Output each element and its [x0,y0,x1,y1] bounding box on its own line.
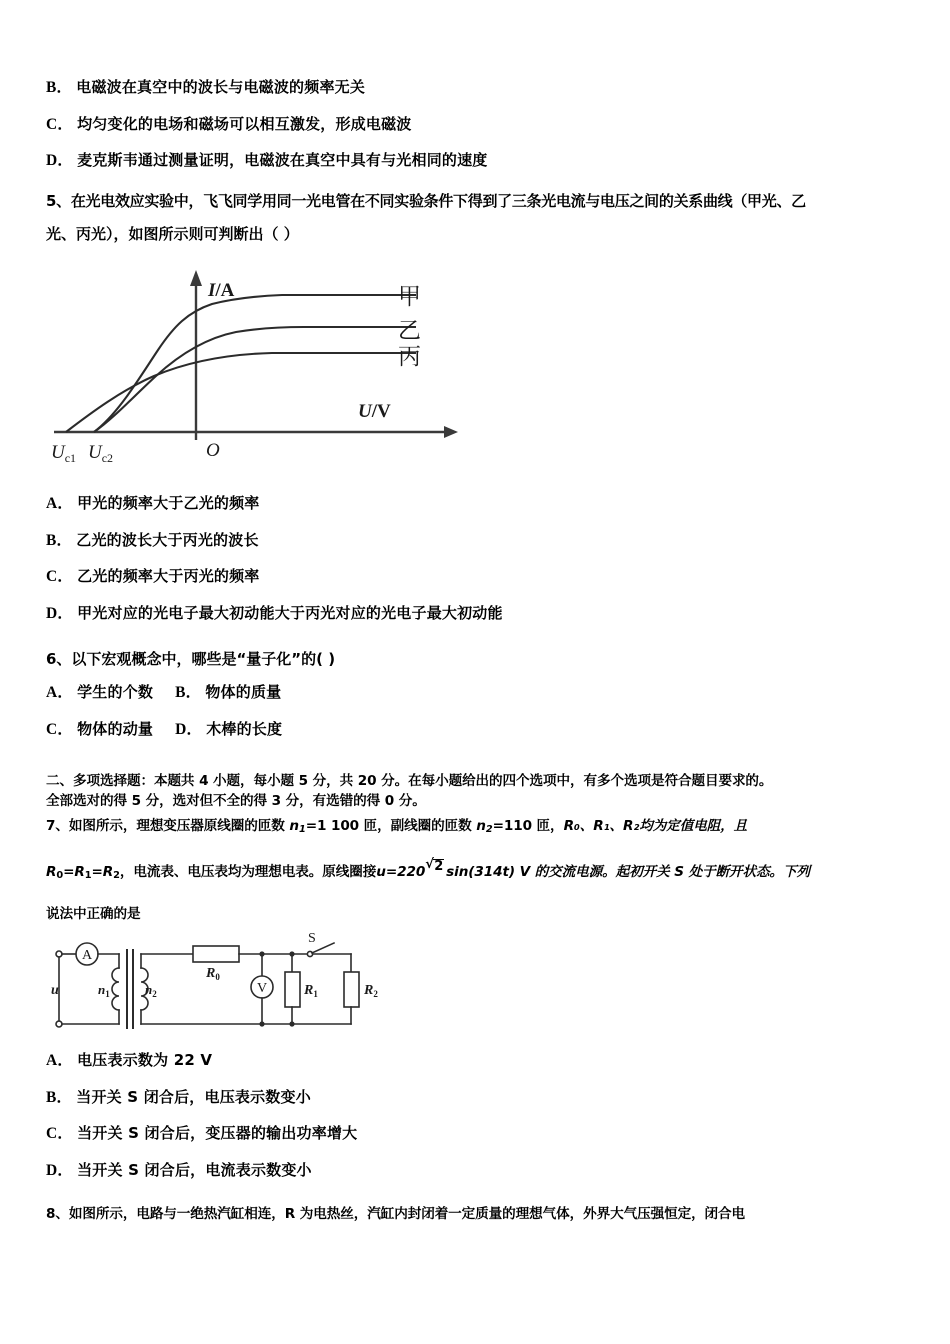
node-v-top [259,952,264,957]
terminal-bottom [56,1021,62,1027]
series-label-jia: 甲 [398,284,421,310]
q4-option-b-label: B． [46,79,73,96]
q5-option-c-text: 乙光的频率大于丙光的频率 [77,567,260,585]
q5-option-b [46,530,918,549]
q7-u-equation: u=220 [376,863,426,880]
q7-stem-line3: 说法中正确的是 [46,905,141,922]
series-label-yi: 乙 [398,318,421,344]
q6-option-b-label: B． [175,684,202,702]
primary-coil [112,968,119,1010]
resistor-r0-body [193,946,239,962]
q6-option-d-text: 木棒的长度 [206,719,283,738]
q7-option-d-label: D． [46,1161,74,1179]
q6-option-c-text: 物体的动量 [77,719,154,738]
q4-option-b [46,80,918,96]
q7-option-d-text: 当开关 S 闭合后，电流表示数变小 [77,1160,312,1179]
q7-option-b [46,1087,918,1106]
q4-option-d-label: D． [46,152,74,169]
label-n2: $n_2$ [145,982,157,1000]
resistor-r1-body [285,972,300,1007]
q6-option-c-label: C． [46,720,74,738]
label-voltmeter: V [257,981,268,997]
section2-line2: 全部选对的得 5 分，选对但不全的得 3 分，有选错的得 0 分。 [46,792,426,809]
q7-sin-part: sin(314t) V 的交流电源。起初开关 S 处于断开状态。下列 [446,863,811,880]
q5-option-d [46,603,918,622]
q5-option-c [46,569,918,585]
q5-option-a [46,496,918,512]
q7-option-c-label: C． [46,1125,74,1143]
q5-option-d-label: D． [46,604,74,622]
label-n1: $n_1$ [98,982,110,1000]
q4-option-d-text: 麦克斯韦通过测量证明，电磁波在真空中具有与光相同的速度 [77,151,488,169]
q5-stem-line2: 光、丙光），如图所示则可判断出（ ） [46,224,299,243]
q7-r0-symbol: R [46,863,57,880]
q6-option-b-text: 物体的质量 [205,683,282,702]
q6-option-d-label: D． [175,720,203,738]
q5-option-b-text: 乙光的波长大于丙光的波长 [76,530,259,549]
q7-r1-symbol: =R [63,863,85,880]
q7-stem-line1 [46,817,918,837]
q5-option-d-text: 甲光对应的光电子最大初动能大于丙光对应的光电子最大初动能 [77,603,503,622]
terminal-top [56,951,62,957]
y-axis-arrow [190,270,202,286]
tick-label-uc2: $U_{c2}$ [88,442,114,465]
node-r1-bottom [289,1022,294,1027]
label-ammeter: A [82,948,93,964]
q7-n1-value: =1 100 匝，副线圈的匝数 [305,817,477,834]
q7-r1-subscript: 1 [84,870,92,882]
sqrt-radical-icon [425,858,446,876]
q5-option-a-label: A． [46,495,74,512]
q4-option-d [46,153,918,169]
q6-options-row1 [46,685,918,701]
q7-option-d [46,1160,918,1179]
q5-option-b-label: B． [46,531,73,549]
q7-r2-subscript: 2 [113,870,120,882]
label-switch-s: S [308,932,316,947]
label-r1: $R_1$ [304,983,318,1000]
resistor-r2-body [344,972,359,1007]
q7-resistor-list: R₀、R₁、R₂均为定值电阻，且 [563,817,748,834]
q4-option-b-text: 电磁波在真空中的波长与电磁波的频率无关 [76,78,366,96]
q7-stem-part1: 7、如图所示，理想变压器原线圈的匝数 [46,817,290,834]
x-axis-label: U/V [358,401,391,422]
origin-label: O [206,440,220,461]
label-r0: $R_0$ [206,966,220,983]
sqrt-value: 2 [434,858,444,874]
q7-stem-line2 [46,858,918,883]
q4-option-c-label: C． [46,115,74,133]
q7-n2-value: =110 匝， [492,817,564,834]
q4-option-c [46,114,918,133]
q5-figure-photocurrent-graph [46,262,466,472]
q7-n1-subscript: 1 [298,823,306,835]
q5-stem-line1: 5、在光电效应实验中，飞飞同学用同一光电管在不同实验条件下得到了三条光电流与电压之间的关系曲线（甲光、乙 [46,191,806,210]
q7-figure-transformer-circuit [46,932,386,1037]
q6-option-a-text: 学生的个数 [77,683,154,702]
q7-n2-symbol: n [476,817,486,834]
q7-option-b-text: 当开关 S 闭合后，电压表示数变小 [76,1087,311,1106]
q7-option-b-label: B． [46,1088,73,1106]
q7-n2-subscript: 2 [485,823,493,835]
x-axis-arrow [444,426,458,438]
q7-n1-symbol: n [289,817,299,834]
q7-option-a-text: 电压表示数为 22 V [77,1051,213,1070]
section2-line1: 二、多项选择题：本题共 4 小题，每小题 5 分，共 20 分。在每小题给出的四个选项中，有多个选项是符合题目要求的。 [46,773,773,790]
q6-stem: 6、以下宏观概念中，哪些是“量子化”的( ) [46,650,336,668]
y-axis-label: I/A [208,280,235,301]
q7-meters-text: ，电流表、电压表均为理想电表。原线圈接 [119,863,377,880]
node-r1-top [289,952,294,957]
q7-r0-subscript: 0 [56,870,64,882]
series-label-bing: 丙 [398,344,421,370]
q5-option-a-text: 甲光的频率大于乙光的频率 [77,494,260,512]
q7-option-a-label: A． [46,1052,74,1070]
q6-options-row2 [46,719,918,738]
q6-option-a-label: A． [46,684,74,702]
photocurrent-chart-svg [46,262,466,472]
tick-label-uc1: $U_{c1}$ [51,442,77,465]
node-v-bottom [259,1022,264,1027]
page-content [46,80,918,1225]
circuit-diagram-svg [46,932,386,1037]
label-r2: $R_2$ [364,983,378,1000]
q5-option-c-label: C． [46,568,74,585]
switch-pivot [307,952,312,957]
q7-option-c-text: 当开关 S 闭合后，变压器的输出功率增大 [77,1124,358,1143]
q4-option-c-text: 均匀变化的电场和磁场可以相互激发，形成电磁波 [77,114,412,133]
label-source-u: u [51,983,59,999]
q7-option-a [46,1053,918,1069]
q7-r2-symbol: =R [91,863,114,880]
q8-stem: 8、如图所示，电路与一绝热汽缸相连，R 为电热丝，汽缸内封闭着一定质量的理想气体，外界大气压强恒定，闭合电 [46,1206,746,1223]
q7-option-c [46,1126,918,1142]
